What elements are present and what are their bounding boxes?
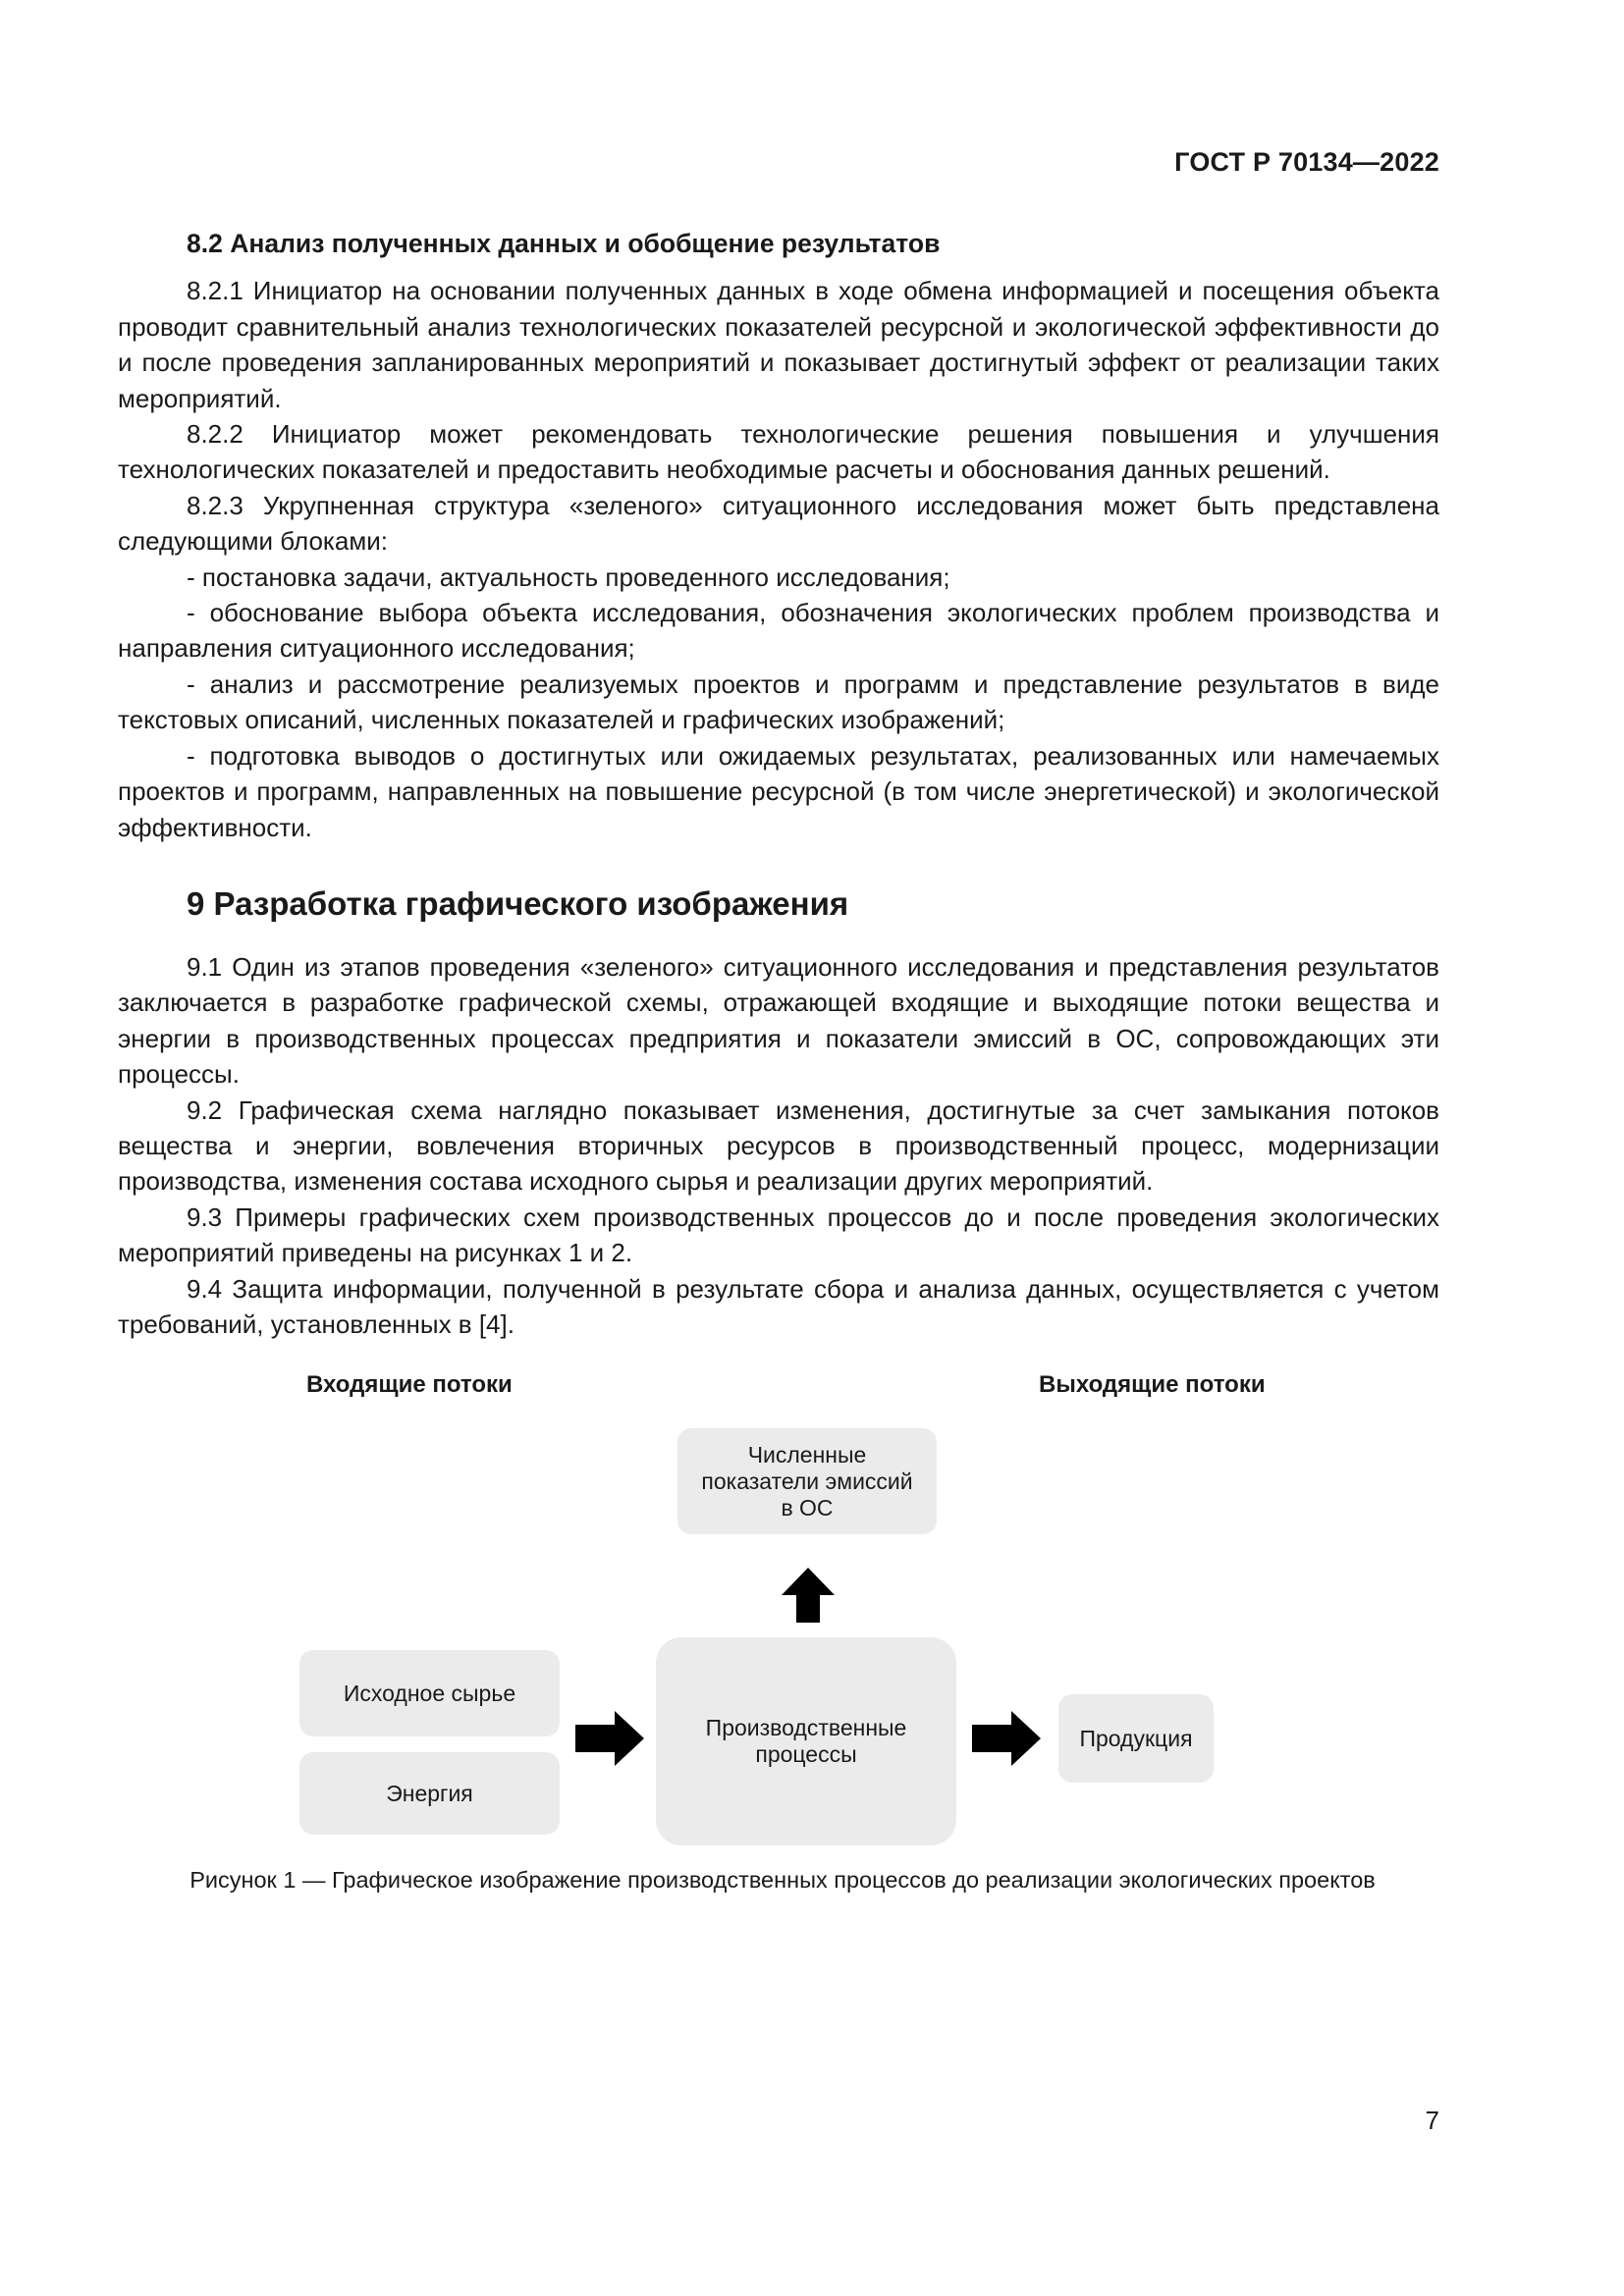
production-process-box	[656, 1637, 956, 1845]
page-number: 7	[1425, 2106, 1439, 2135]
arrow-right-icon	[972, 1711, 1041, 1766]
product-label: Продукция	[1079, 1725, 1193, 1751]
raw-material-label: Исходное сырье	[343, 1680, 516, 1706]
emissions-box-label: Численные показатели эмиссий в ОС	[701, 1441, 913, 1521]
paragraph-8-2-3: 8.2.3 Укрупненная структура «зеленого» ситуационного исследования может быть представлена следующими блоками:	[118, 490, 1439, 557]
energy-box	[299, 1752, 560, 1835]
paragraph-8-2-1: 8.2.1 Инициатор на основании полученных данных в ходе обмена информацией и посещения объекта проводит сравнительный анализ технологических показателей ресурсной и экологической эффективности до и после проведения запланированных мероприятий и показывает достигнутый эффект от реализации таких мероприятий.	[118, 276, 1439, 413]
emissions-box	[677, 1428, 937, 1534]
paragraph-9-1: 9.1 Один из этапов проведения «зеленого» ситуационного исследования и представления результатов заключается в разработке графической схемы, отражающей входящие и выходящие потоки вещества и энергии в производственных процессах предприятия и показатели эмиссий в ОС, сопровождающих эти процессы.	[118, 951, 1439, 1090]
paragraph-8-2-2: 8.2.2 Инициатор может рекомендовать технологические решения повышения и улучшения технологических показателей и предоставить необходимые расчеты и обоснования данных решений.	[118, 419, 1439, 485]
arrow-right-icon	[575, 1711, 644, 1766]
paragraph-9-4: 9.4 Защита информации, полученной в результате сбора и анализа данных, осуществляется с учетом требований, установленных в [4].	[118, 1273, 1439, 1339]
paragraph-9-3: 9.3 Примеры графических схем производственных процессов до и после проведения экологических мероприятий приведены на рисунках 1 и 2.	[118, 1201, 1439, 1268]
list-item: - подготовка выводов о достигнутых или ожидаемых результатах, реализованных или намечаемых проектов и программ, направленных на повышение ресурсной (в том числе энергетической) и экологической эффективности.	[118, 740, 1439, 842]
product-box	[1058, 1694, 1214, 1783]
process-flow-diagram	[0, 1360, 1624, 1909]
incoming-flows-label: Входящие потоки	[306, 1371, 513, 1398]
section-title-9: 9 Разработка графического изображения	[187, 884, 849, 922]
raw-material-box	[299, 1650, 560, 1736]
document-standard-number: ГОСТ Р 70134—2022	[1174, 147, 1439, 177]
list-item: - обоснование выбора объекта исследования, обозначения экологических проблем производства и направления ситуационного исследования;	[118, 598, 1439, 664]
outgoing-flows-label: Выходящие потоки	[1039, 1371, 1266, 1398]
figure-caption: Рисунок 1 — Графическое изображение производственных процессов до реализации экологических проектов	[189, 1867, 1376, 1893]
paragraph-9-2: 9.2 Графическая схема наглядно показывает изменения, достигнутые за счет замыкания потоков вещества и энергии, вовлечения вторичных ресурсов в производственный процесс, модернизации производства, изменения состава исходного сырья и реализации других мероприятий.	[118, 1095, 1439, 1197]
energy-label: Энергия	[386, 1780, 473, 1806]
arrow-up-icon	[782, 1568, 835, 1623]
list-item: - анализ и рассмотрение реализуемых проектов и программ и представление результатов в виде текстовых описаний, численных показателей и графических изображений;	[118, 668, 1439, 735]
document-body	[118, 226, 1439, 1342]
subsection-title-8-2: 8.2 Анализ полученных данных и обобщение результатов	[187, 229, 941, 258]
production-process-label: Производственные процессы	[705, 1715, 907, 1767]
list-item: - постановка задачи, актуальность проведенного исследования;	[187, 561, 950, 592]
